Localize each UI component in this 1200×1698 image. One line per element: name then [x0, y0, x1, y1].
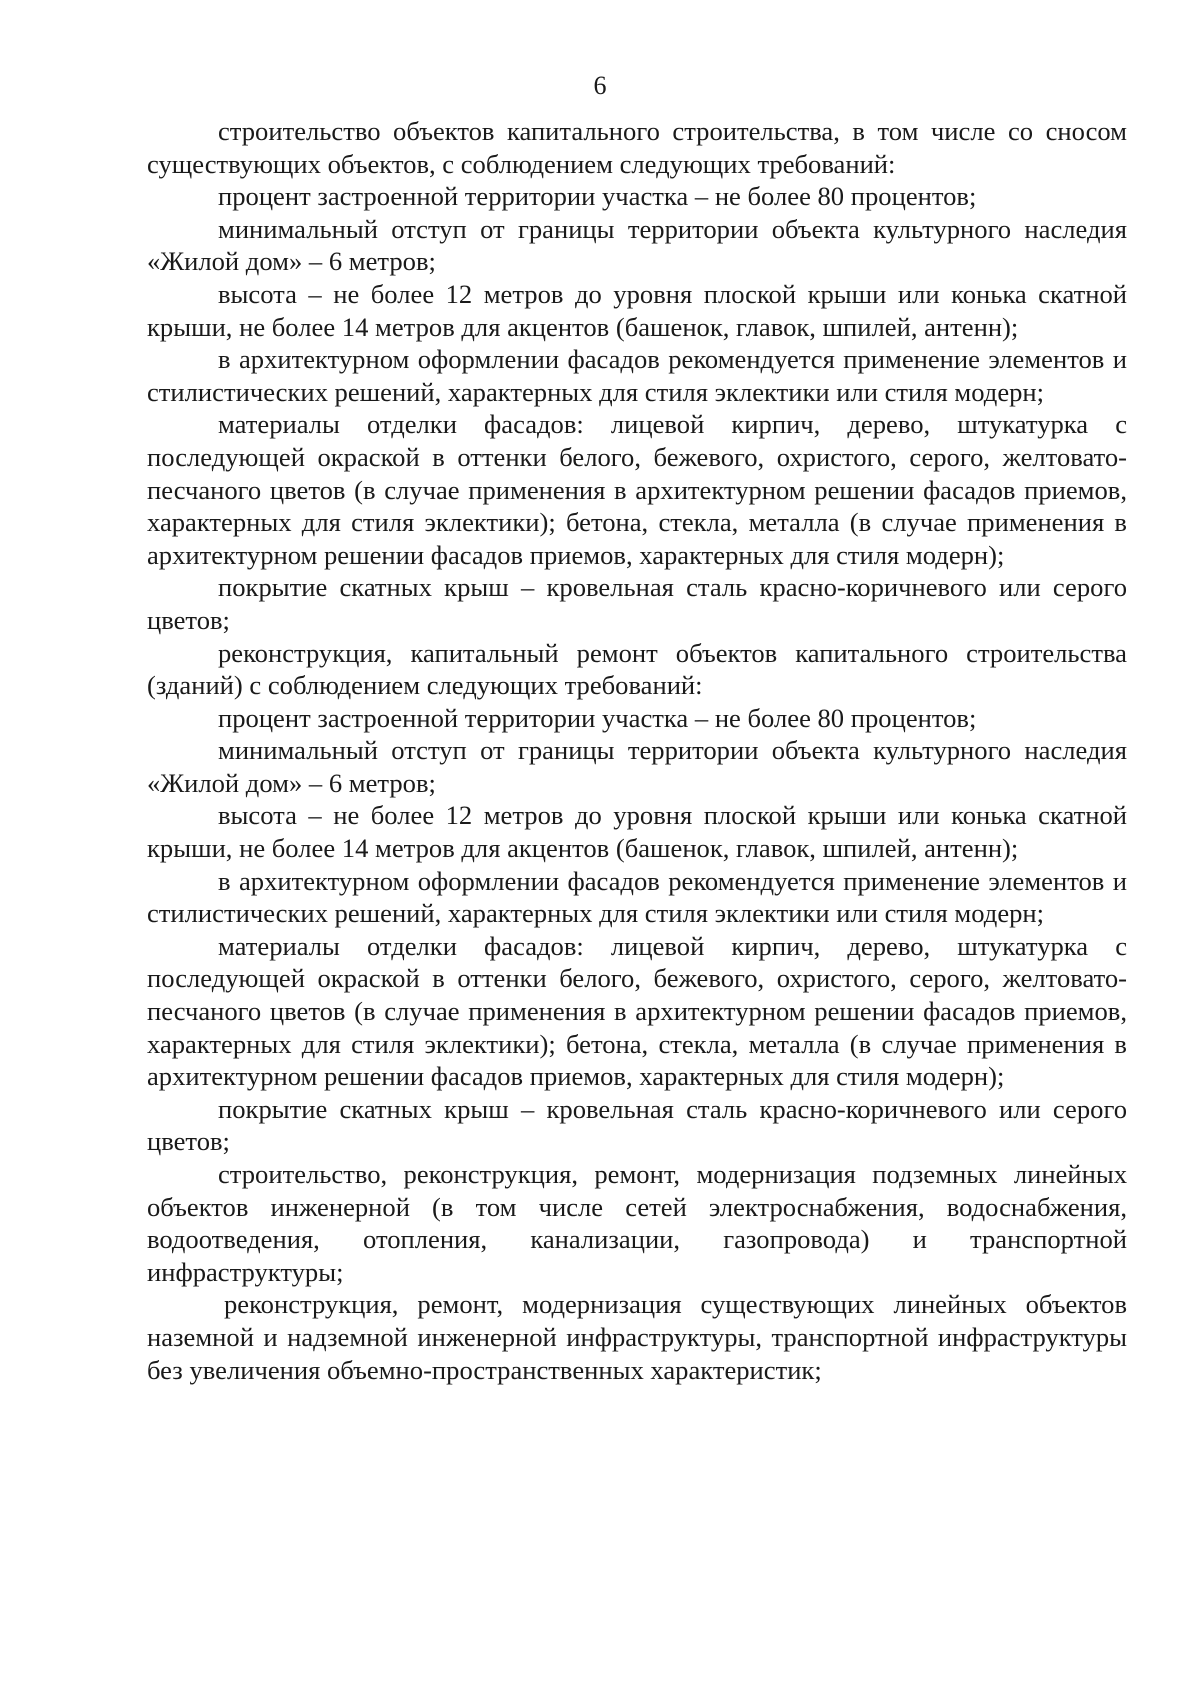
paragraph-new-construction: строительство объектов капитального строительства, в том числе со сносом существующих объектов, с соблюдением следующих требований: — [147, 116, 1127, 179]
paragraph-height: высота – не более 12 метров до уровня плоской крыши или конька скатной крыши, не более 14 метров для акцентов (башенок, главок, шпилей, антенн); — [147, 278, 1127, 342]
paragraph-min-setback: минимальный отступ от границы территории объекта культурного наследия «Жилой дом» – 6 метров; — [147, 213, 1127, 277]
paragraph-facade-materials: материалы отделки фасадов: лицевой кирпич, дерево, штукатурка с последующей окраской в оттенки белого, бежевого, охристого, серого, желтовато-песчаного цветов (в случае применения в архитектурном решении фасадов приемов, характерных для стиля эклектики); бетона, стекла, металла (в случае применения в архитектурном решении фасадов приемов, характерных для стиля модерн); — [147, 409, 1127, 570]
paragraph-facade-materials: материалы отделки фасадов: лицевой кирпич, дерево, штукатурка с последующей окраской в оттенки белого, бежевого, охристого, серого, желтовато-песчаного цветов (в случае применения в архитектурном решении фасадов приемов, характерных для стиля эклектики); бетона, стекла, металла (в случае применения в архитектурном решении фасадов приемов, характерных для стиля модерн); — [147, 930, 1127, 1092]
paragraph-underground-linear-objects: строительство, реконструкция, ремонт, модернизация подземных линейных объектов инженерной (в том числе сетей электроснабжения, водоснабжения, водоотведения, отопления, канализации, газопровода) и транспортной инфраструктуры; — [147, 1159, 1127, 1287]
paragraph-roof-covering: покрытие скатных крыш – кровельная сталь красно-коричневого или серого цветов; — [147, 1093, 1127, 1157]
paragraph-built-up-percent: процент застроенной территории участка – не более 80 процентов; — [218, 702, 977, 733]
paragraph-aboveground-linear-objects: реконструкция, ремонт, модернизация существующих линейных объектов наземной и надземной инженерной инфраструктуры, транспортной инфраструктуры без увеличения объемно-пространственных характеристик; — [147, 1289, 1127, 1385]
paragraph-min-setback: минимальный отступ от границы территории объекта культурного наследия «Жилой дом» – 6 метров; — [147, 735, 1127, 798]
paragraph-architectural-style: в архитектурном оформлении фасадов рекомендуется применение элементов и стилистических решений, характерных для стиля эклектики или стиля модерн; — [147, 865, 1127, 929]
paragraph-built-up-percent: процент застроенной территории участка – не более 80 процентов; — [218, 181, 977, 212]
paragraph-roof-covering: покрытие скатных крыш – кровельная сталь красно-коричневого или серого цветов; — [147, 572, 1127, 635]
document-body — [147, 115, 1127, 1386]
paragraph-architectural-style: в архитектурном оформлении фасадов рекомендуется применение элементов и стилистических решений, характерных для стиля эклектики или стиля модерн; — [147, 344, 1127, 407]
paragraph-height: высота – не более 12 метров до уровня плоской крыши или конька скатной крыши, не более 14 метров для акцентов (башенок, главок, шпилей, антенн); — [147, 800, 1127, 864]
paragraph-reconstruction: реконструкция, капитальный ремонт объектов капитального строительства (зданий) с соблюдением следующих требований: — [147, 637, 1127, 701]
page-number: 6 — [593, 71, 607, 100]
